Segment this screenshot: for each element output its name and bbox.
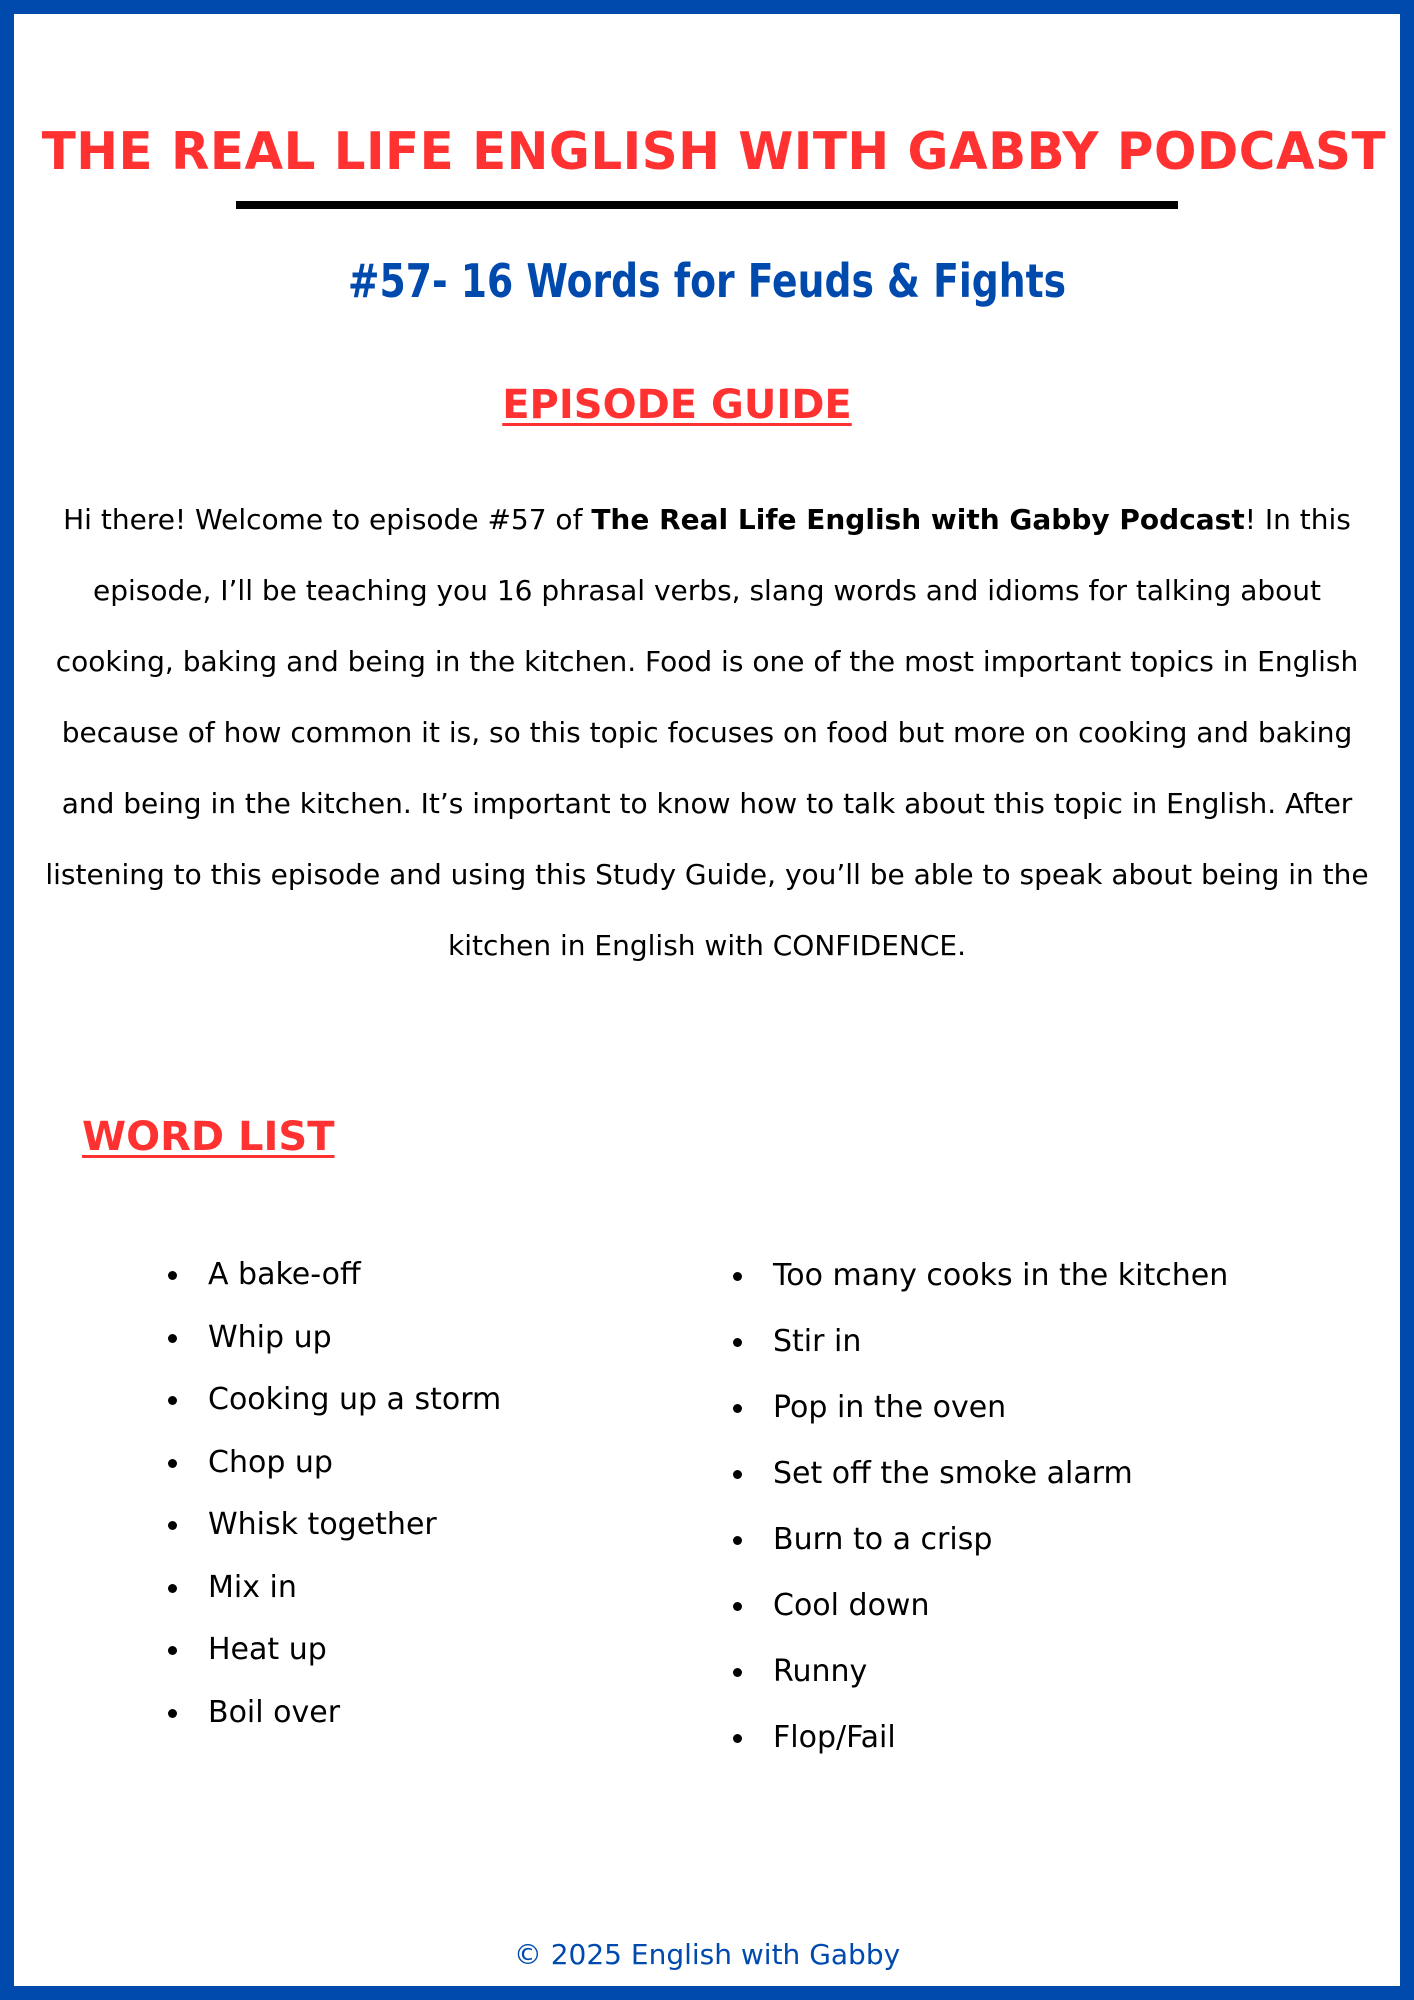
word-list-heading: WORD LIST [82, 1114, 335, 1160]
list-item: Cooking up a storm [168, 1369, 501, 1432]
episode-guide-heading: EPISODE GUIDE [502, 382, 852, 428]
list-item: Pop in the oven [733, 1375, 1228, 1441]
list-item: Mix in [168, 1557, 501, 1620]
list-item: Heat up [168, 1619, 501, 1682]
list-item: Set off the smoke alarm [733, 1441, 1228, 1507]
list-item: Runny [733, 1639, 1228, 1705]
title-divider [236, 201, 1178, 209]
episode-title: #57- 16 Words for Feuds & Fights [347, 254, 1067, 308]
list-item: Flop/Fail [733, 1705, 1228, 1771]
intro-text-start: Hi there! Welcome to episode #57 of [63, 503, 592, 536]
list-item: Whip up [168, 1307, 501, 1370]
copyright-footer: © 2025 English with Gabby [513, 1938, 901, 1971]
word-list-right-column [733, 1243, 1228, 1771]
list-item: Burn to a crisp [733, 1507, 1228, 1573]
list-item: Cool down [733, 1573, 1228, 1639]
intro-text-end: ! In this episode, I’ll be teaching you 16 phrasal verbs, slang words and idioms for talking about cooking, baking and being in the kitchen. Food is one of the most important topics in English because of how common it is, so this topic focuses on food but more on cooking and baking and being in the kitchen. It’s important to know how to talk about this topic in English. After listening to this episode and using this Study Guide, you’ll be able to speak about being in the kitchen in English with CONFIDENCE. [45, 503, 1369, 962]
list-item: Too many cooks in the kitchen [733, 1243, 1228, 1309]
list-item: A bake-off [168, 1244, 501, 1307]
word-list-left-column [168, 1244, 501, 1744]
list-item: Chop up [168, 1432, 501, 1495]
podcast-title: THE REAL LIFE ENGLISH WITH GABBY PODCAST [41, 122, 1387, 182]
list-item: Whisk together [168, 1494, 501, 1557]
intro-podcast-name: The Real Life English with Gabby Podcast [591, 503, 1245, 536]
episode-intro-paragraph [42, 484, 1372, 981]
list-item: Stir in [733, 1309, 1228, 1375]
list-item: Boil over [168, 1682, 501, 1745]
